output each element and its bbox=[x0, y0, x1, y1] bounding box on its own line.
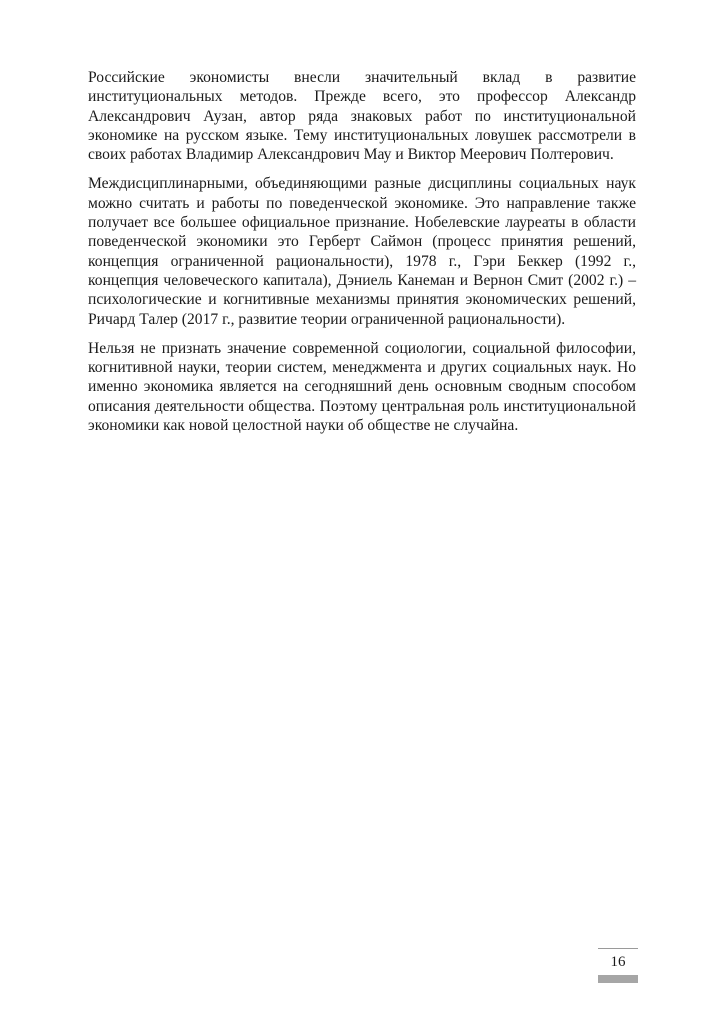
paragraph: Российские экономисты внесли значительный вклад в развитие институциональных методов. Прежде всего, это профессор Александр Александрович Аузан, автор ряда знаковых работ по институциональной экономике на русском языке. Тему институциональных ловушек рассмотрели в своих работах Владимир Александрович Мау и Виктор Меерович Полтерович. bbox=[88, 69, 636, 164]
page-number-rule bbox=[598, 948, 638, 949]
paragraph: Междисциплинарными, объединяющими разные дисциплины социальных наук можно считать и работы по поведенческой экономике. Это направление также получает все большее официальное признание. Нобелевские лауреаты в области поведенческой экономики это Герберт Саймон (процесс принятия решений, концепция ограниченной рациональности), 1978 г., Гэри Беккер (1992 г., концепция человеческого капитала), Дэниель Канеман и Вернон Смит (2002 г.) – психологические и когнитивные механизмы принятия экономических решений, Ричард Талер (2017 г., развитие теории ограниченной рациональности). bbox=[88, 175, 636, 328]
page-number-block bbox=[598, 948, 640, 988]
body-text bbox=[88, 68, 636, 445]
page-number: 16 bbox=[610, 954, 626, 970]
paragraph: Нельзя не признать значение современной социологии, социальной философии, когнитивной науки, теории систем, менеджмента и других социальных наук. Но именно экономика является на сегодняшний день основным сводным способом описания деятельности общества. Поэтому центральная роль институциональной экономики как новой целостной науки об обществе не случайна. bbox=[88, 339, 636, 435]
page-number-bar bbox=[598, 975, 638, 983]
